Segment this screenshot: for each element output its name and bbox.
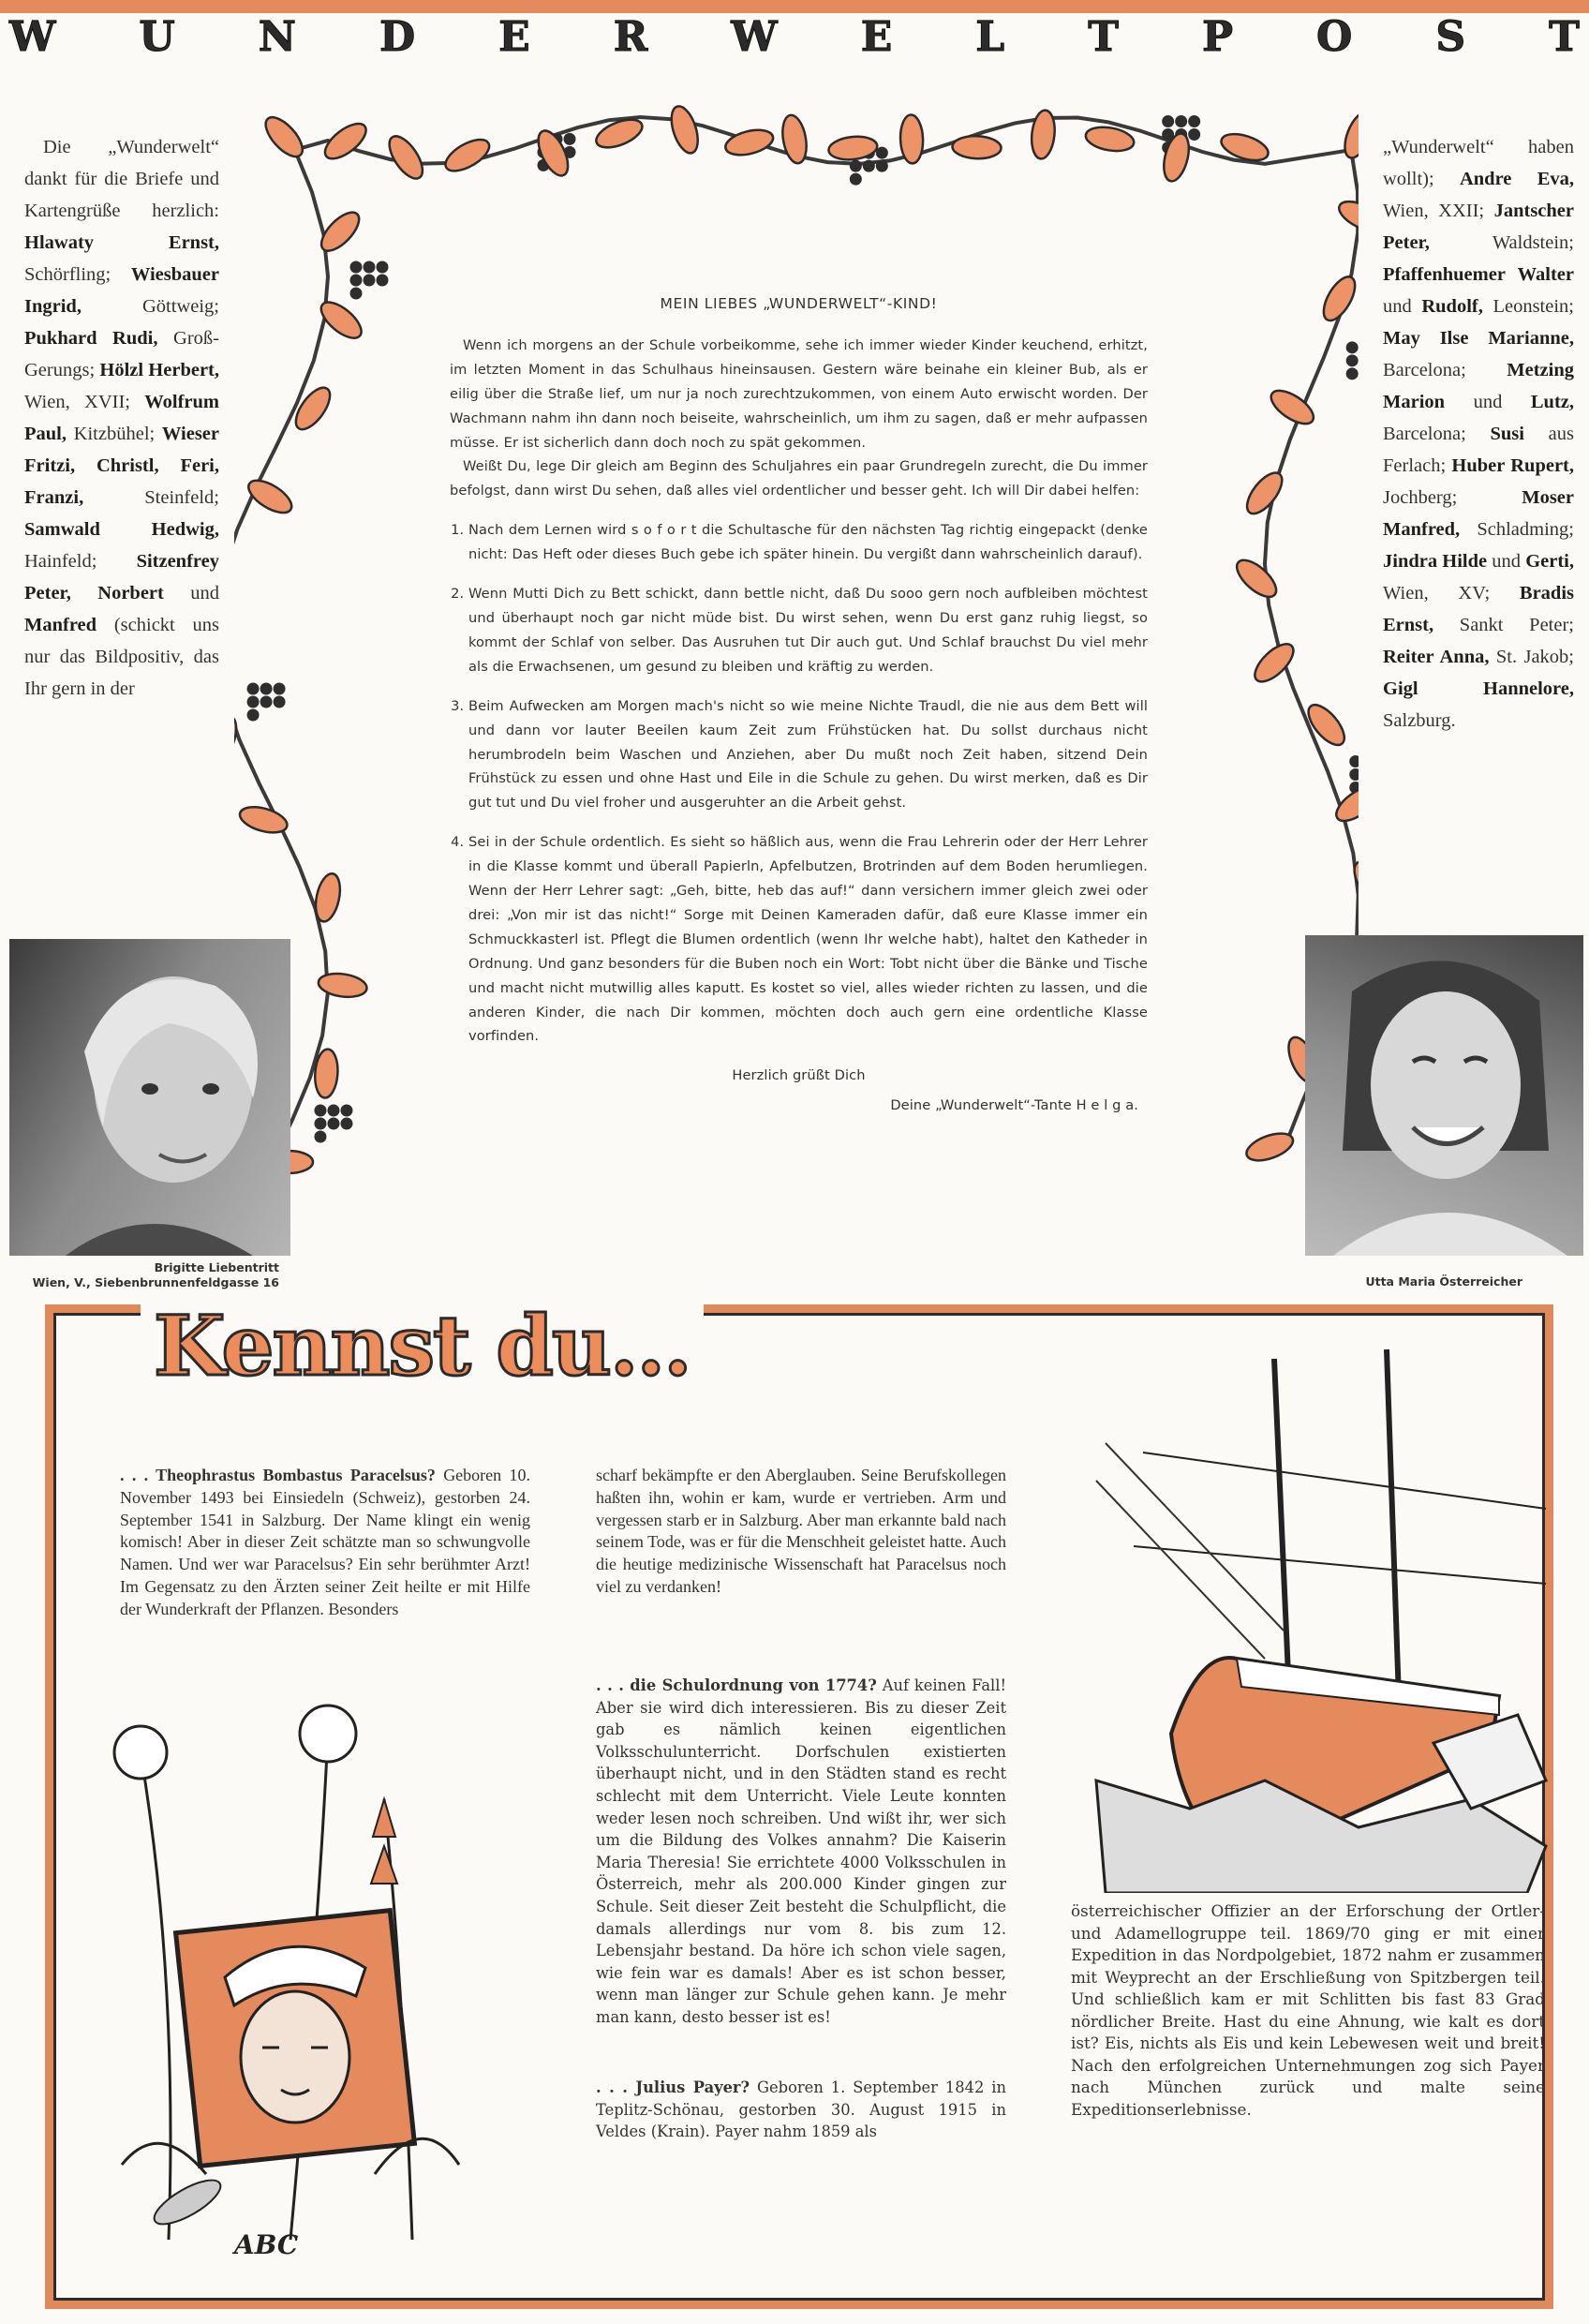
article-body: Auf keinen Fall! Aber sie wird dich interessieren. Bis zu dieser Zeit gab es nämlich keinen eigentlichen Volksschulunterricht. Dorfschulen existierten überhaupt nicht, und in den Städten stand es recht schlecht mit dem Unterricht. Viele Leute konnten weder lesen noch schreiben. Und wißt ihr, wer sich um die Bildung des Volkes annahm? Die Kaiserin Maria Theresia! Sie errichtete 4000 Volksschulen in Österreich, mehr als 200.000 Kinder gingen zur Schule. Seit dieser Zeit besteht die Schulpflicht, die damals allerdings nur vom 8. bis zum 12. Lebensjahr bestand. Da höre ich schon viele sagen, wie fein war es damals! Aber es ist schon besser, wenn man länger zur Schule gehen kann. Je mehr man kann, desto besser ist es!	[596, 1676, 1007, 2026]
masthead-letter: U	[139, 12, 175, 61]
sender-name: Hlawaty Ernst,	[24, 232, 219, 253]
berry-icon	[1346, 367, 1359, 380]
sender-name: Moser Manfred,	[1383, 487, 1574, 540]
sender-place: Steinfeld;	[83, 487, 219, 508]
thanks-column-right	[1383, 131, 1574, 737]
letter-signature: Deine „Wunderwelt“-Tante H e l g a.	[890, 1097, 1138, 1114]
masthead-letter: T	[1088, 12, 1119, 61]
berry-icon	[863, 160, 875, 172]
berry-icon	[1346, 341, 1359, 353]
letter-rule: 2. Wenn Mutti Dich zu Bett schickt, dann bettle nicht, daß Du sooo gern noch aufbleiben möchtest und überhaupt noch gar nicht müde bist. Du wirst sehen, wenn Du erst ganz ruhig liegst, so kommt der Schlaf von selber. Das Ausruhen tut Dir auch gut. Und Schlaf brauchst Du viel mehr als die Erwachsenen, um gesund zu bleiben und kräftig zu werden.	[468, 582, 1148, 679]
sender-place: und	[1383, 296, 1422, 317]
sender-place: Schladming;	[1460, 519, 1574, 540]
letter-rule: 3. Beim Aufwecken am Morgen mach's nicht so wie meine Nichte Traudl, die nie aus dem Bett will und dann vor lauter Beeilen kaum Zeit zum Frühstücken hat. Du sollst durchaus nicht herumbrodeln beim Waschen und Anziehen, aber Du mußt noch Zeit haben, sitzend Dein Frühstück zu essen und ohne Hast und Eile in die Schule zu gehen. Du wirst merken, daß es Dir gut tut und Du viel froher und ausgeruhter an die Arbeit gehst.	[468, 694, 1148, 816]
sender-place: St. Jakob;	[1489, 647, 1574, 667]
article-body: Geboren 10. November 1493 bei Einsiedeln (Schweiz), gestorben 24. September 1541 in Salzburg. Der Name klingt ein wenig komisch! Aber in dieser Zeit schätzte man so schwungvolle Namen. Und wer war Paracelsus? Ein sehr berühmter Arzt! Im Gegensatz zu den Ärzten seiner Zeit heilte er mit Hilfe der Wunderkraft der Pflanzen. Besonders	[120, 1466, 530, 1618]
sender-place: Salzburg.	[1383, 710, 1456, 731]
masthead-letter: N	[258, 12, 297, 61]
leaf-icon	[312, 872, 344, 924]
berry-icon	[349, 275, 362, 287]
sender-place: Göttweig;	[81, 296, 219, 317]
masthead-letter: O	[1316, 12, 1353, 61]
berry-icon	[260, 683, 273, 695]
article-paracelsus-continued	[596, 1465, 1006, 1599]
sender-place: Sankt Peter;	[1433, 615, 1574, 635]
berry-icon	[314, 1118, 326, 1130]
berry-icon	[363, 261, 375, 274]
masthead-letter: L	[975, 12, 1005, 61]
sender-name: Hölzl Herbert,	[99, 360, 219, 380]
sender-place: Die „Wunderwelt“ dankt für die Briefe und Kartengrüße herzlich:	[24, 137, 219, 221]
berry-icon	[314, 1105, 326, 1117]
berry-icon	[850, 173, 862, 186]
top-color-strip	[0, 0, 1589, 13]
letter-title: MEIN LIEBES „WUNDERWELT“-KIND!	[660, 295, 938, 312]
leaf-icon	[1335, 196, 1359, 237]
berry-icon	[327, 1105, 339, 1117]
article-body: Geboren 1. September 1842 in Teplitz-Schönau, gestorben 30. August 1915 in Veldes (Krain). Payer nahm 1859 als	[596, 2078, 1006, 2141]
sender-name: Wolfrum Paul,	[24, 392, 219, 444]
masthead-letter: T	[1549, 12, 1580, 61]
berry-icon	[340, 1105, 352, 1117]
leaf-icon	[666, 103, 703, 156]
berry-icon	[260, 696, 273, 708]
leaf-icon	[440, 133, 494, 177]
berry-icon	[1188, 128, 1200, 141]
sender-place: Waldstein;	[1429, 232, 1574, 253]
sender-place: aus Ferlach;	[1383, 424, 1574, 476]
masthead-letter: S	[1435, 12, 1466, 61]
sender-place: „Wunderwelt“ haben wollt);	[1383, 137, 1574, 189]
berry-icon	[247, 709, 260, 722]
sender-name: Andre Eva,	[1459, 169, 1574, 189]
sender-name: Lutz,	[1530, 392, 1574, 412]
sender-name: Gerti,	[1525, 551, 1574, 572]
masthead-letter: E	[498, 12, 530, 61]
sender-place: Wien, XVII;	[24, 392, 145, 412]
berry-icon	[1346, 354, 1359, 366]
berry-icon	[247, 683, 260, 695]
leaf-icon	[1339, 108, 1359, 161]
leaf-icon	[1218, 129, 1271, 166]
masthead-title	[9, 13, 1580, 60]
photo-caption-left	[19, 1260, 279, 1290]
berry-icon	[340, 1118, 352, 1130]
sender-name: Metzing Marion	[1383, 360, 1574, 412]
berry-icon	[376, 261, 388, 274]
article-body: österreichischer Offizier an der Erforschung der Ortler- und Adamellogruppe teil. 1869/70 ging er mit einer Expedition in das Nordpolgebiet, 1872 nahm er zusammen mit Weyprecht an der Erschließung von Spitzbergen teil. Und schließlich kam er mit Schlitten bis fast 83 Grad nördlicher Breite. Hast du eine Ahnung, wie kalt es dort ist? Eis, nichts als Eis und kein Lebewesen weit und breit! Nach den erfolgreichen Unternehmungen zog sich Payer nach München zurück und malte seine Expeditionserlebnisse.	[1071, 1901, 1545, 2119]
sender-place: Hainfeld;	[24, 551, 137, 572]
berry-icon	[376, 275, 388, 287]
leaf-icon	[1240, 467, 1288, 519]
paracelsus-illustration	[103, 1696, 478, 2258]
leaf-icon	[952, 135, 1002, 159]
leaf-icon	[1030, 109, 1057, 159]
berry-icon	[247, 696, 260, 708]
photo-brigitte	[9, 939, 290, 1256]
letter-paragraph: Wenn ich morgens an der Schule vorbeikomme, sehe ich immer wieder Kinder keuchend, erhitzt, im letzten Moment in das Schulhaus hineinsausen. Gestern wäre beinahe ein kleiner Bub, als er eilig über die Straße lief, um nur ja noch zurechtzukommen, von einem Auto erwischt worden. Der Wachmann nahm ihn dann noch beiseite, wahrscheinlich, um ihm zu sagen, daß er mehr aufpassen müsse. Er ist sicherlich dann doch noch zu spät gekommen.	[450, 336, 1148, 451]
sender-place: Jochberg;	[1383, 487, 1522, 508]
caption-name: Brigitte Liebentritt	[154, 1260, 279, 1274]
masthead-letter: W	[9, 12, 56, 61]
sender-name: Pukhard Rudi,	[24, 328, 158, 349]
sender-name: May Ilse Marianne,	[1383, 328, 1574, 349]
sender-place: und	[1445, 392, 1531, 412]
berry-icon	[274, 683, 286, 695]
sender-place: (schickt uns nur das Bildpositiv, das Ihr gern in der	[24, 615, 219, 699]
article-heading: . . . Julius Payer?	[596, 2078, 750, 2096]
masthead-letter: P	[1201, 12, 1234, 61]
berry-icon	[1349, 768, 1359, 781]
article-payer-continued	[1071, 1900, 1545, 2121]
berry-icon	[564, 133, 576, 145]
letter-paragraph: Weißt Du, lege Dir gleich am Beginn des Schuljahres ein paar Grundregeln zurecht, die Du immer befolgst, dann wirst Du sehen, daß alles viel ordentlicher und besser geht. Ich will Dir dabei helfen:	[450, 458, 1148, 499]
sender-name: Samwald Hedwig,	[24, 519, 219, 540]
sender-place: Barcelona;	[1383, 424, 1491, 444]
article-payer	[596, 2077, 1006, 2143]
sender-name: Jantscher Peter,	[1383, 201, 1574, 253]
artist-signature: ABC	[234, 2229, 299, 2258]
masthead-letter: D	[379, 12, 416, 61]
leaf-icon	[723, 126, 776, 159]
letter-rules	[450, 518, 1148, 1049]
sender-name: Gigl Hannelore,	[1383, 678, 1574, 699]
leaf-icon	[260, 112, 309, 163]
leaf-icon	[1231, 554, 1283, 603]
sender-name: Manfred	[24, 615, 97, 635]
sender-place: Kitzbühel;	[67, 424, 162, 444]
sender-name: Huber Rupert,	[1451, 455, 1574, 476]
berry-icon	[1349, 755, 1359, 767]
berry-icon	[1175, 115, 1187, 127]
sender-name: Susi	[1490, 424, 1524, 444]
berry-icon	[274, 696, 286, 708]
leaf-icon	[780, 113, 810, 165]
article-schulordnung	[596, 1675, 1006, 2029]
sender-place: Wien, XXII;	[1383, 201, 1494, 221]
sender-name: Sitzenfrey Peter, Norbert	[24, 551, 219, 603]
letter-rule: 4. Sei in der Schule ordentlich. Es sieht so häßlich aus, wenn die Frau Lehrerin oder der Herr Lehrer in die Klasse kommt und überall Papierln, Apfelbutzen, Brotrinden auf dem Boden herumliegen. Wenn der Herr Lehrer sagt: „Geh, bitte, heb das auf!“ dann versichern immer gleich zwei oder drei: „Von mir ist das nicht!“ Sorge mit Deinen Kameraden dafür, daß eure Klasse immer ein Schmuckkasterl ist. Pflegt die Blumen ordentlich (wenn Ihr welche habt), haltet den Katheder in Ordnung. Und ganz besonders für die Buben noch ein Wort: Tobt nicht über die Bänke und Tische und macht nicht mutwillig alles kaputt. Es kostet so viel, alles wieder richten zu lassen, und die anderen Kinder, die nach Dir kommen, möchten doch auch gern eine ordentliche Klasse vorfinden.	[468, 830, 1148, 1049]
caption-address: Wien, V., Siebenbrunnenfeldgasse 16	[32, 1275, 279, 1289]
sender-place: Wien, XV;	[1383, 583, 1520, 603]
leaf-icon	[237, 802, 290, 837]
leaf-icon	[1243, 1128, 1297, 1166]
sender-name: Rudolf,	[1421, 296, 1483, 317]
berry-icon	[1162, 115, 1174, 127]
leaf-icon	[1317, 272, 1359, 325]
sender-place: Barcelona;	[1383, 360, 1507, 380]
leaf-icon	[290, 382, 336, 435]
ship-illustration	[1077, 1340, 1555, 1893]
leaf-icon	[899, 114, 924, 164]
letter-rule: 1. Nach dem Lernen wird s o f o r t die Schultasche für den nächsten Tag richtig eingepackt (denke nicht: Das Heft oder dieses Buch gebe ich später hinein. Du vergißt dann wahrscheinlich darauf).	[468, 518, 1148, 567]
sender-name: Pfaffenhuemer Walter	[1383, 264, 1574, 285]
berry-icon	[876, 160, 888, 172]
berry-icon	[363, 275, 375, 287]
sender-name: Bradis Ernst,	[1383, 583, 1574, 635]
article-heading: . . . Theophrastus Bombastus Paracelsus?	[120, 1466, 436, 1484]
thanks-column-left	[24, 131, 219, 705]
sender-place: Schörfling;	[24, 264, 131, 285]
masthead-letter: E	[860, 12, 893, 61]
letter-greeting: Herzlich grüßt Dich	[732, 1067, 866, 1084]
article-body: scharf bekämpfte er den Aberglauben. Seine Berufskollegen haßten ihn, wohin er kam, wurde er vertrieben. Arm und vergessen starb er in Salzburg. Aber man erkannte bald nach seinem Tode, was er für die Menschheit geleistet hatte. Auch die heutige medizinische Wissenschaft hat Paracelsus noch viel zu verdanken!	[596, 1466, 1006, 1596]
berry-icon	[850, 160, 862, 172]
sender-name: Jindra Hilde	[1383, 551, 1488, 572]
photo-utta	[1305, 935, 1583, 1256]
letter	[450, 292, 1148, 1118]
berry-icon	[349, 261, 362, 274]
berry-icon	[314, 1131, 326, 1143]
sender-place: und	[163, 583, 219, 603]
sender-name: Reiter Anna,	[1383, 647, 1490, 667]
photo-caption-right: Utta Maria Österreicher	[1365, 1274, 1522, 1289]
leaf-icon	[317, 971, 368, 1000]
sender-name: Wieser Fritzi, Christl, Feri, Franzi,	[24, 424, 219, 508]
berry-icon	[327, 1118, 339, 1130]
masthead-letter: R	[613, 12, 648, 61]
sender-place: Leonstein;	[1482, 296, 1574, 317]
sender-name: Wiesbauer Ingrid,	[24, 264, 219, 317]
berry-icon	[1188, 115, 1200, 127]
sender-place: und	[1487, 551, 1526, 572]
sender-place: Groß-Gerungs;	[24, 328, 219, 380]
masthead-letter: W	[731, 12, 778, 61]
berry-icon	[349, 288, 362, 300]
article-paracelsus	[120, 1465, 530, 1621]
kennst-du-title: Kennst du...	[141, 1299, 704, 1393]
article-heading: . . . die Schulordnung von 1774?	[596, 1676, 877, 1694]
